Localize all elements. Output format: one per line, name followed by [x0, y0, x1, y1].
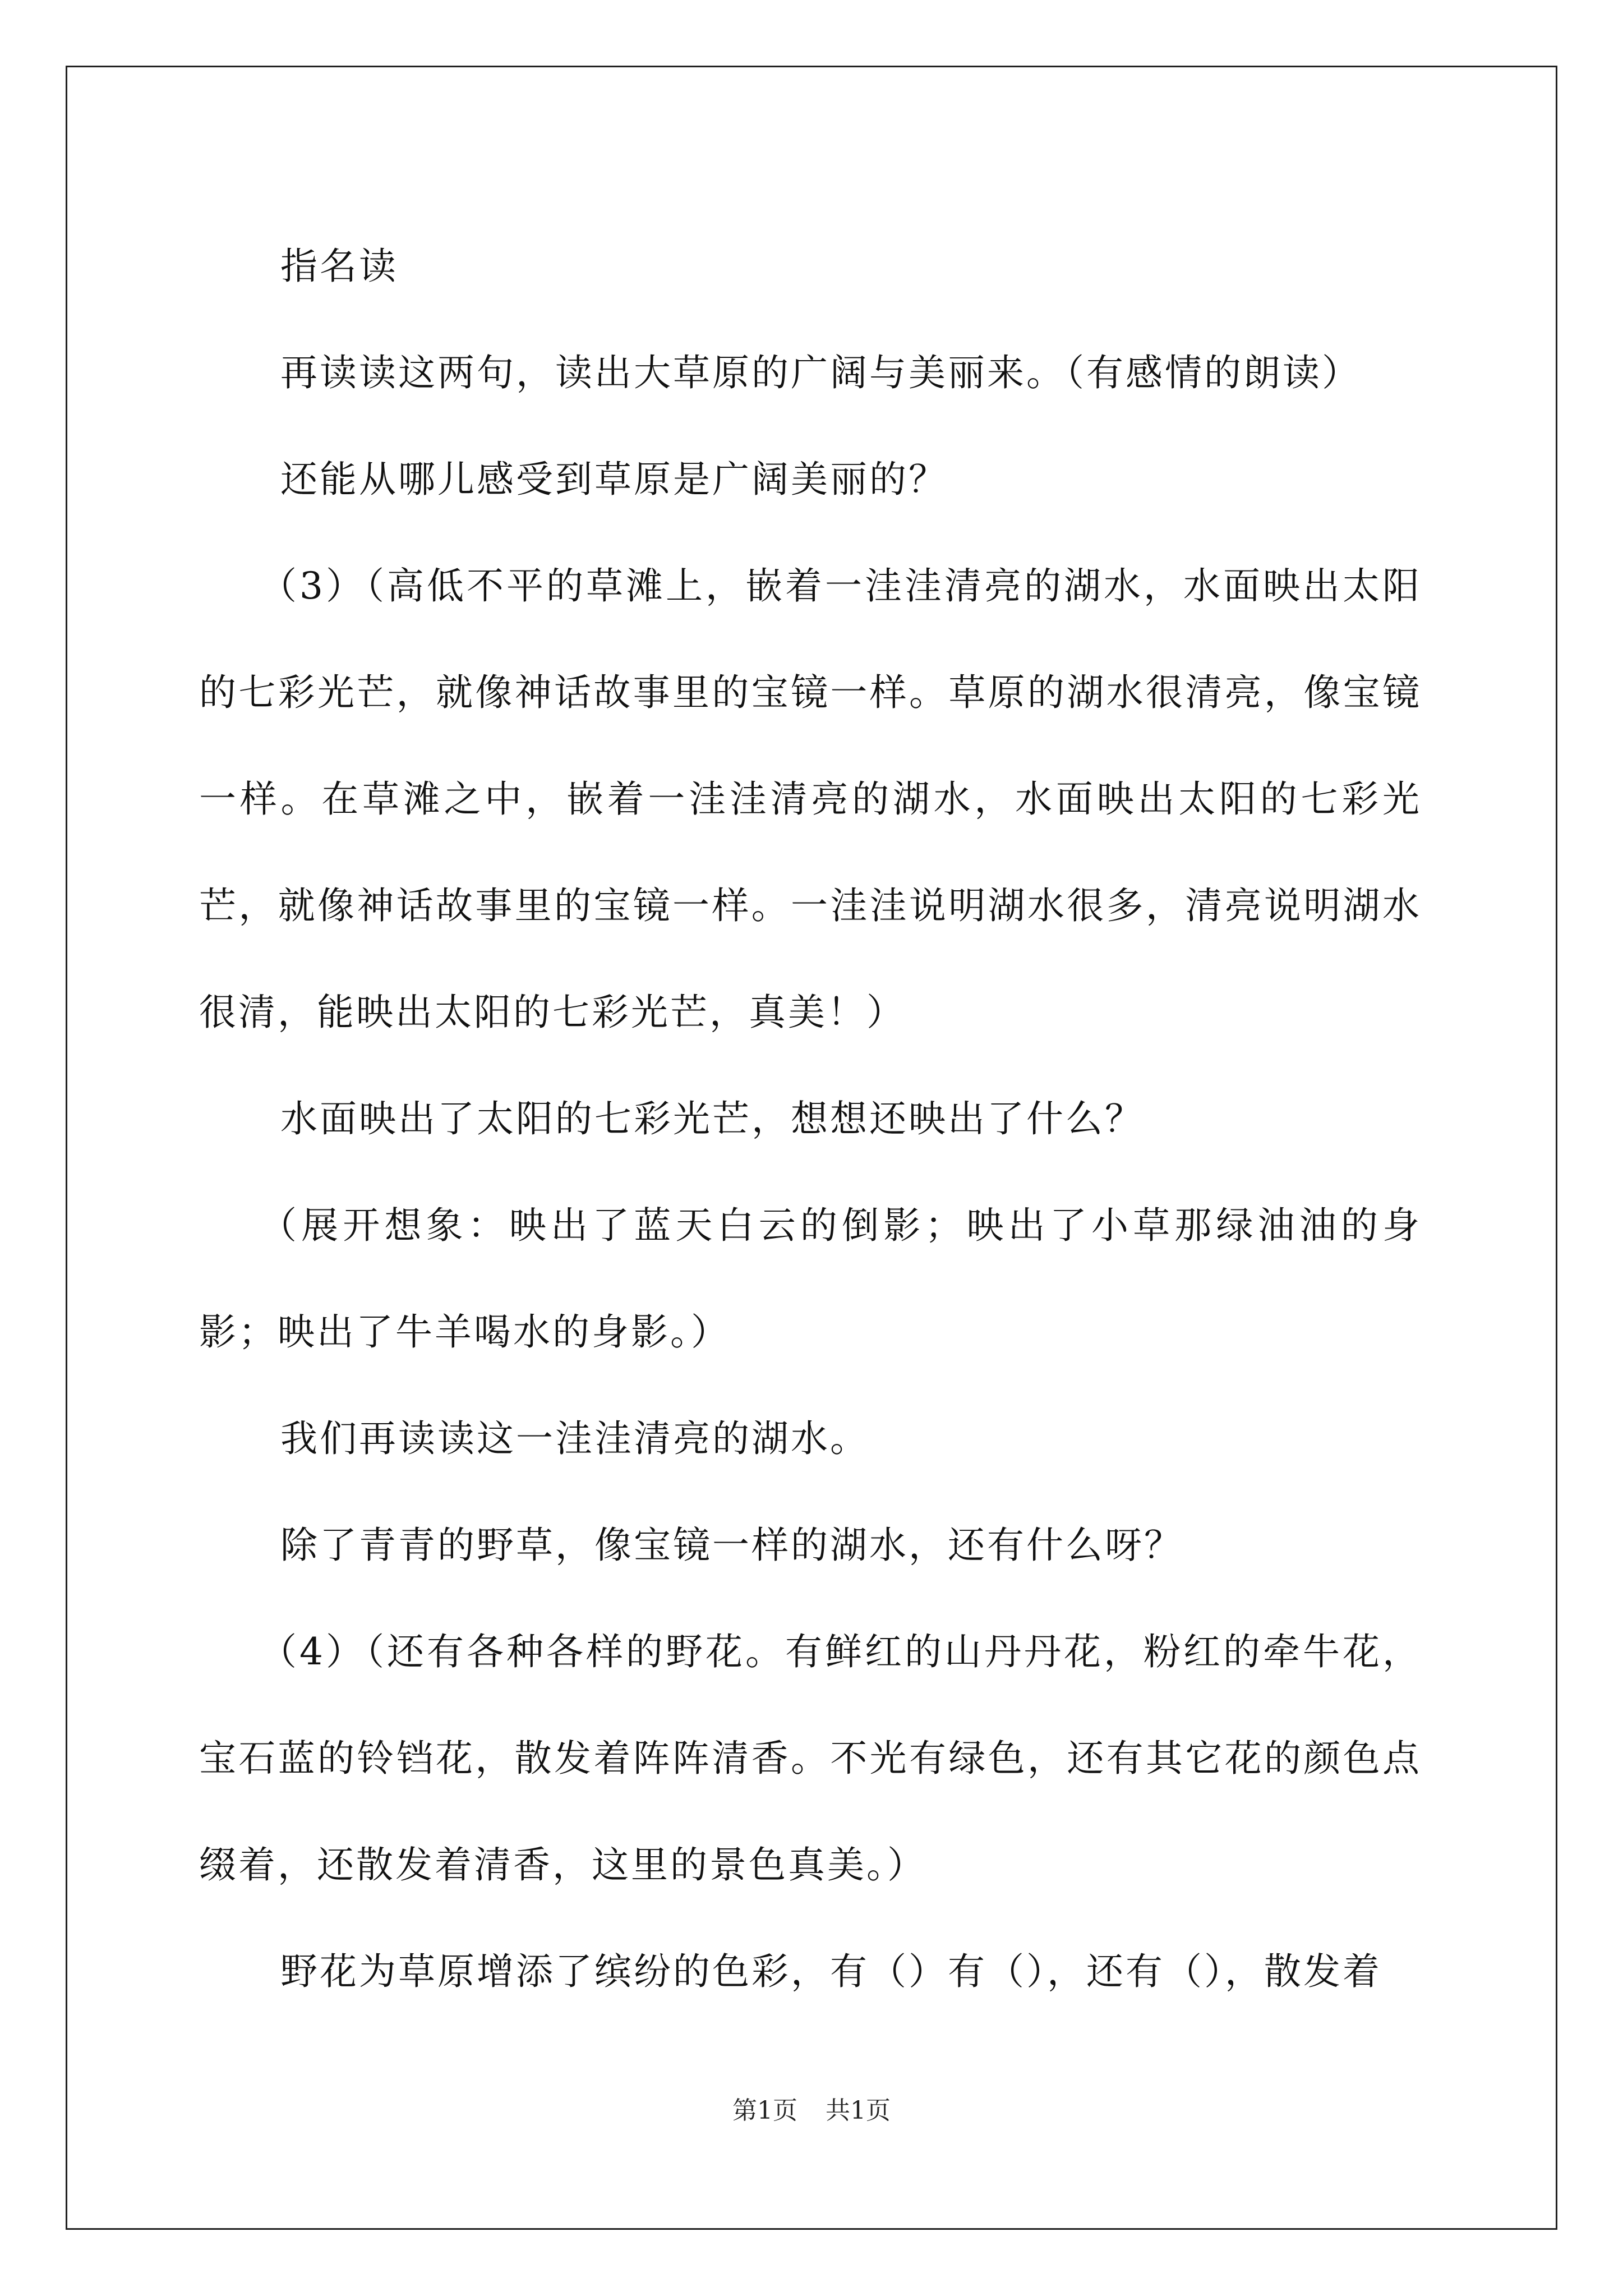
paragraph-10: 野花为草原增添了缤纷的色彩，有（）有（），还有（），散发着	[280, 1950, 1382, 1993]
paragraph-6: （展开想象：映出了蓝天白云的倒影；映出了小草那绿油油的身影；映出了牛羊喝水的身影。）	[199, 1204, 1422, 1354]
paragraph-3: 还能从哪儿感受到草原是广阔美丽的？	[280, 458, 948, 501]
paragraph-1: 指名读	[280, 245, 398, 288]
page-footer	[0, 2090, 1623, 2126]
page-total: 共1页	[826, 2096, 891, 2125]
document-body	[199, 213, 1422, 2025]
paragraph-5: 水面映出了太阳的七彩光芒，想想还映出了什么？	[280, 1097, 1144, 1140]
paragraph-9: （4）（还有各种各样的野花。有鲜红的山丹丹花，粉红的牵牛花，宝石蓝的铃铛花，散发着阵阵清香。不光有绿色，还有其它花的颜色点缀着，还散发着清香，这里的景色真美。）	[199, 1630, 1422, 1887]
page-number: 第1页	[732, 2096, 797, 2125]
paragraph-8: 除了青青的野草，像宝镜一样的湖水，还有什么呀？	[280, 1524, 1183, 1567]
paragraph-2: 再读读这两句，读出大草原的广阔与美丽来。（有感情的朗读）	[280, 351, 1361, 394]
paragraph-4: （3）（高低不平的草滩上，嵌着一洼洼清亮的湖水，水面映出太阳的七彩光芒，就像神话故事里的宝镜一样。草原的湖水很清亮，像宝镜一样。在草滩之中，嵌着一洼洼清亮的湖水，水面映出太阳的七彩光芒，就像神话故事里的宝镜一样。一洼洼说明湖水很多，清亮说明湖水很清，能映出太阳的七彩光芒，真美！）	[199, 564, 1422, 1034]
paragraph-7: 我们再读读这一洼洼清亮的湖水。	[280, 1417, 869, 1460]
